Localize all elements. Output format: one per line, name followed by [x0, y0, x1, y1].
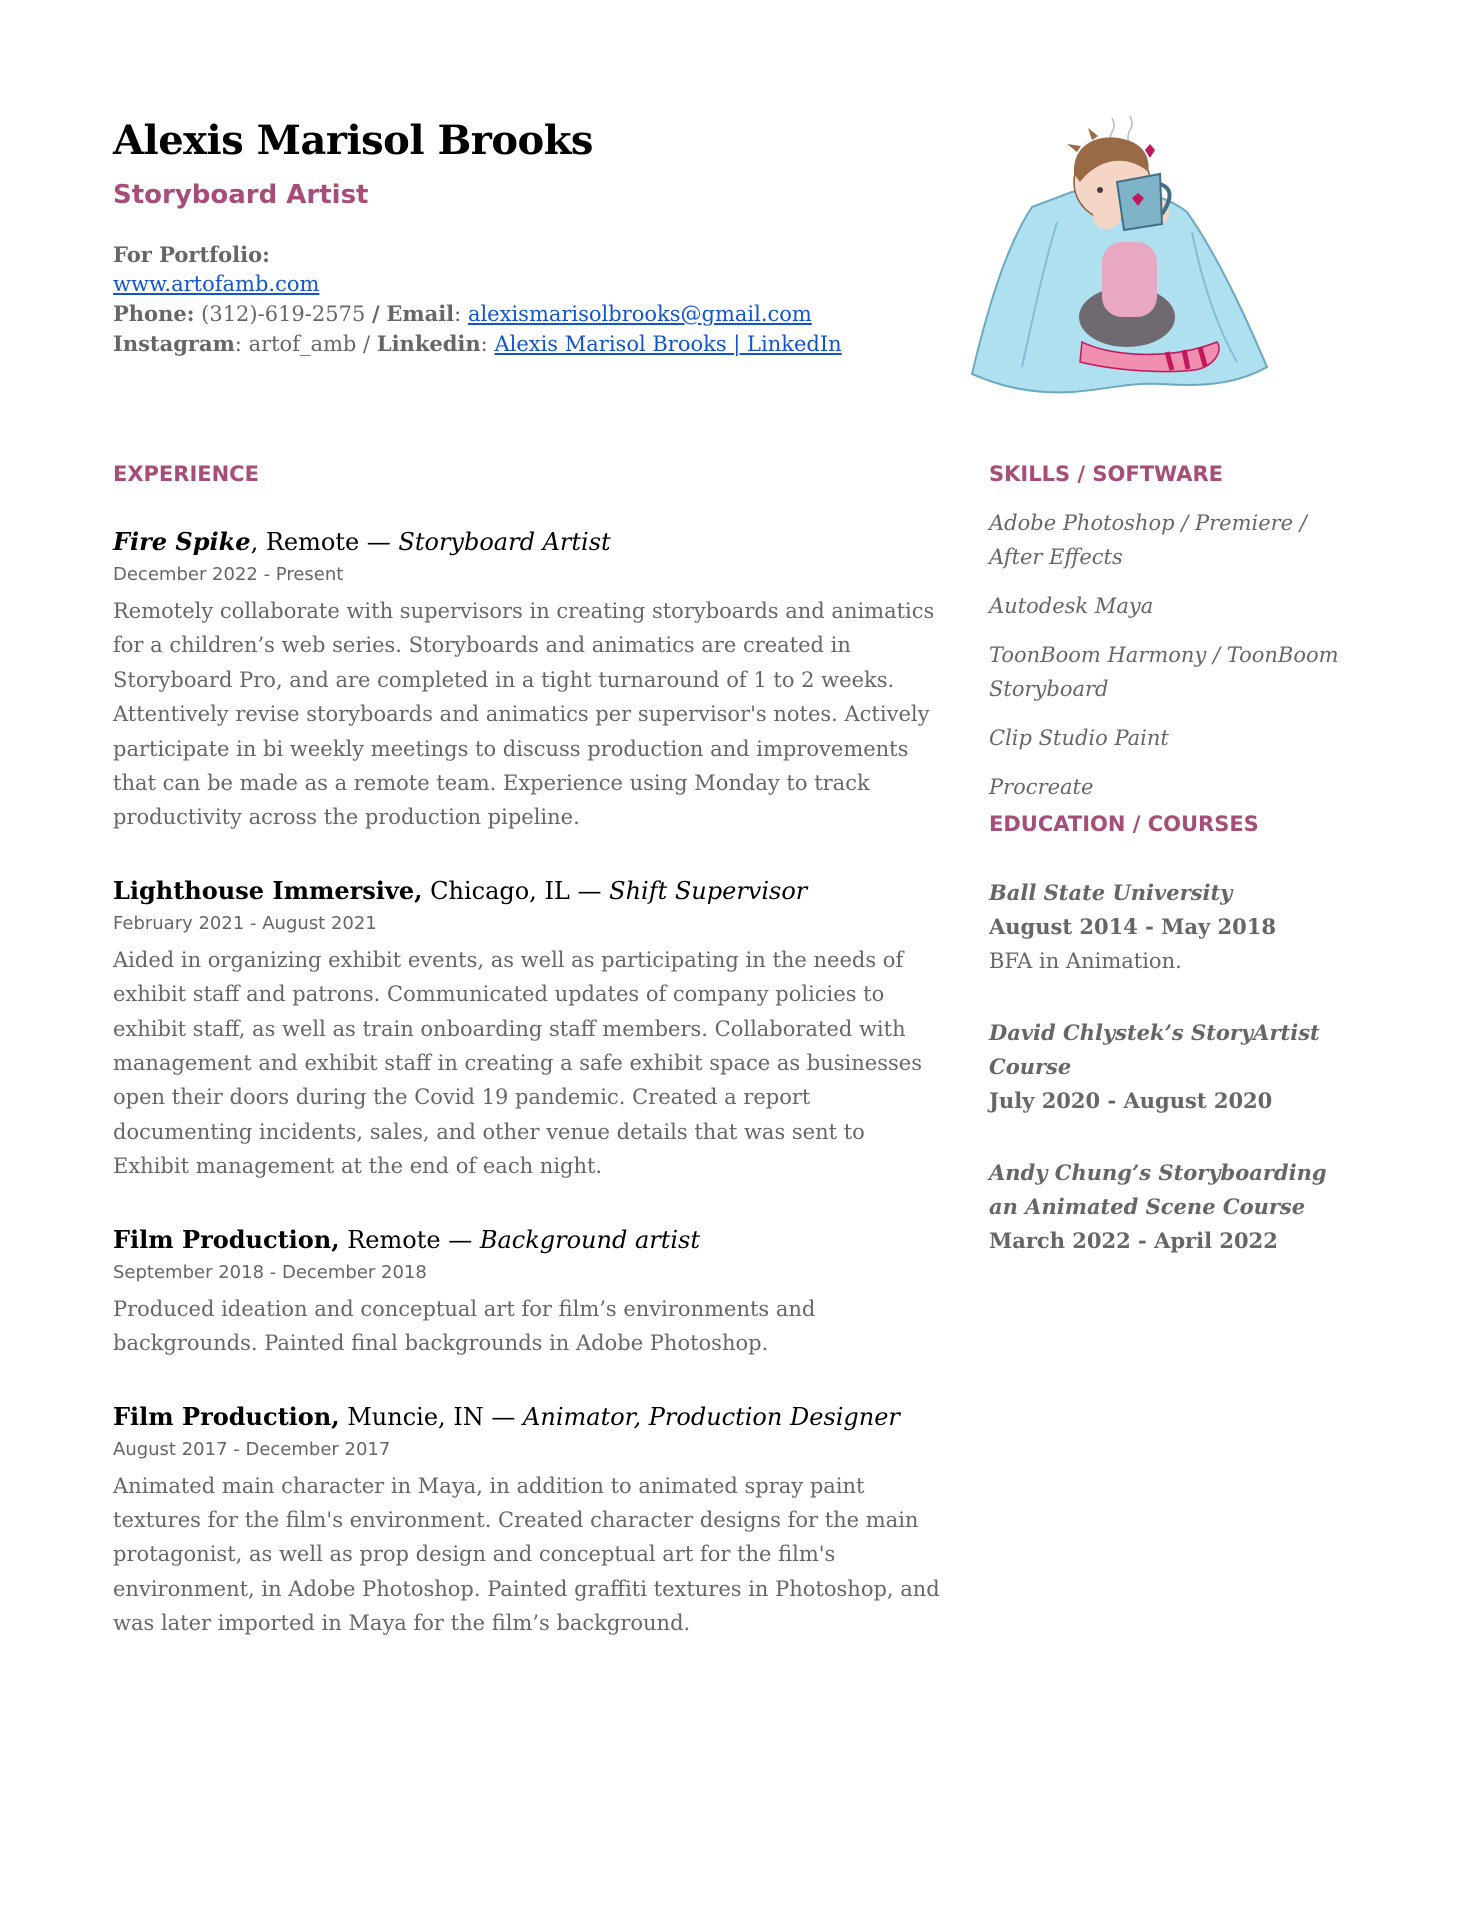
education-school: Ball State University — [989, 880, 1233, 905]
phone-email-line: Phone: (312)-619-2575 / Email: alexismarisolbrooks@gmail.com — [113, 301, 812, 326]
skill-item: ToonBoom Harmony / ToonBoom Storyboard — [989, 643, 1339, 701]
social-line: Instagram: artof_amb / Linkedin: Alexis Marisol Brooks | LinkedIn — [113, 331, 842, 356]
job-dates: August 2017 - December 2017 — [113, 1438, 391, 1460]
education-school: David Chlystek’s StoryArtist Course — [989, 1020, 1320, 1079]
separator: / — [372, 301, 380, 326]
education-entry — [989, 876, 1359, 978]
job-location: Muncie, IN — [347, 1402, 484, 1431]
education-dates: August 2014 - May 2018 — [989, 914, 1276, 939]
job-title-line: Fire Spike, Remote — Storyboard Artist — [113, 527, 611, 556]
job-location: Remote — [347, 1225, 441, 1254]
portfolio-url-line — [113, 270, 842, 299]
job-role: Background artist — [479, 1225, 701, 1254]
skills-section — [989, 462, 1359, 1258]
education-dates: March 2022 - April 2022 — [989, 1228, 1278, 1253]
character-sipping-mug-illustration — [962, 112, 1272, 402]
job-dates: December 2022 - Present — [113, 564, 344, 585]
job-title-line: Film Production, Muncie, IN — Animator, Production Designer — [113, 1401, 900, 1431]
job-company: Film Production, — [113, 1224, 340, 1254]
job-description: Animated main character in Maya, in addition to animated spray paint textures for the film's environment. Created character designs for the main protagonist, as well as prop design and conceptual art for the film's environment, in Adobe Photoshop. Painted graffiti textures in Photoshop, and was later imported in Maya for the film’s background. — [113, 1473, 940, 1636]
contact-block — [113, 240, 842, 359]
job-company: Film Production, — [113, 1401, 340, 1431]
phone-value: (312)-619-2575 — [201, 302, 366, 326]
job-company: Lighthouse Immersive, — [113, 875, 423, 905]
skill-item: Adobe Photoshop / Premiere / After Effects — [989, 511, 1307, 569]
email-link[interactable]: alexismarisolbrooks@gmail.com — [467, 302, 812, 326]
job-location: Remote — [265, 528, 360, 556]
linkedin-link[interactable]: Alexis Marisol Brooks | LinkedIn — [494, 332, 842, 356]
education-degree: BFA in Animation. — [989, 949, 1182, 973]
job-dates: September 2018 - December 2018 — [113, 1261, 427, 1283]
skill-item: Clip Studio Paint — [989, 726, 1169, 750]
job-company: Fire Spike — [113, 527, 251, 556]
job-entry — [113, 875, 943, 1184]
email-label: Email — [386, 301, 455, 326]
instagram-label: Instagram — [113, 331, 235, 356]
portfolio-link[interactable]: www.artofamb.com — [113, 272, 320, 296]
resume-name: Alexis Marisol Brooks — [113, 117, 593, 164]
portfolio-line — [113, 240, 842, 270]
job-entry — [113, 526, 943, 835]
phone-label: Phone: — [113, 301, 195, 326]
portfolio-label: For Portfolio: — [113, 242, 270, 267]
job-role: Storyboard Artist — [398, 528, 611, 556]
skills-heading: SKILLS / SOFTWARE — [989, 462, 1224, 486]
job-description: Produced ideation and conceptual art for film’s environments and backgrounds. Painted final backgrounds in Adobe Photoshop. — [113, 1296, 816, 1356]
experience-section — [113, 462, 943, 1641]
job-entry — [113, 1224, 943, 1361]
separator: / — [363, 332, 371, 356]
education-entry — [989, 1156, 1359, 1258]
job-description: Aided in organizing exhibit events, as well as participating in the needs of exhibit staff and patrons. Communicated updates of company policies to exhibit staff, as well as train onboarding staff members. Collaborated with management and exhibit staff in creating a safe exhibit space as businesses open their doors during the Covid 19 pandemic. Created a report documenting incidents, sales, and other venue details that was sent to Exhibit management at the end of each night. — [113, 947, 922, 1179]
resume-job-title: Storyboard Artist — [113, 180, 369, 210]
skill-item: Procreate — [989, 775, 1094, 799]
job-title-line: Lighthouse Immersive, Chicago, IL — Shift Supervisor — [113, 875, 808, 905]
job-entry — [113, 1401, 943, 1641]
skill-item: Autodesk Maya — [989, 594, 1154, 618]
job-dates: February 2021 - August 2021 — [113, 912, 377, 934]
education-school: Andy Chung’s Storyboarding an Animated Scene Course — [989, 1160, 1327, 1219]
education-dates: July 2020 - August 2020 — [989, 1088, 1273, 1113]
job-title-line: Film Production, Remote — Background artist — [113, 1224, 701, 1254]
experience-heading: EXPERIENCE — [113, 462, 259, 486]
instagram-value: artof_amb — [248, 332, 357, 356]
job-role: Shift Supervisor — [609, 876, 808, 905]
job-description: Remotely collaborate with supervisors in creating storyboards and animatics for a children’s web series. Storyboards and animatics are created in Storyboard Pro, and are completed in a tight turnaround of 1 to 2 weeks. Attentively revise storyboards and animatics per supervisor's notes. Actively participate in bi weekly meetings to discuss production and improvements that can be made as a remote team. Experience using Monday to track productivity across the production pipeline. — [113, 599, 935, 830]
job-location: Chicago, IL — [430, 876, 570, 905]
education-entry — [989, 1016, 1359, 1118]
job-role: Animator, Production Designer — [523, 1402, 900, 1431]
education-heading: EDUCATION / COURSES — [989, 812, 1259, 836]
linkedin-label: Linkedin — [376, 331, 481, 356]
